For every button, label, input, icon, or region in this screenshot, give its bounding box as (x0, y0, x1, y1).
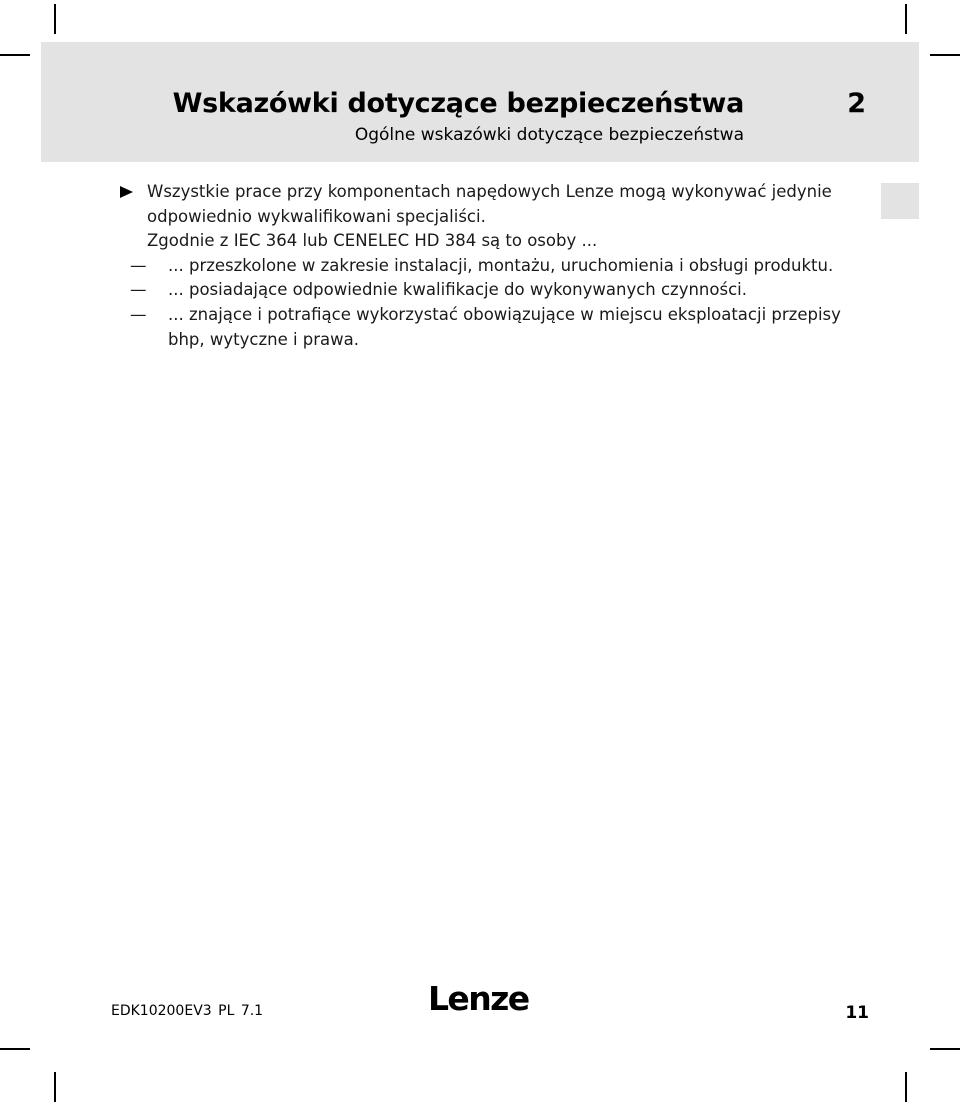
list-item-text: ... przeszkolone w zakresie instalacji, montażu, uruchomienia i obsługi produktu. (168, 255, 834, 275)
list-item (120, 254, 880, 279)
chapter-number: 2 (847, 88, 866, 119)
intro-line: Wszystkie prace przy komponentach napędowych Lenze mogą wykonywać jedynie (147, 182, 832, 201)
document-id: EDK10200EV3 PL 7.1 (111, 1003, 264, 1019)
list-item (120, 303, 880, 352)
crop-mark-bottom-left-vertical (54, 1072, 56, 1102)
intro-line: odpowiednio wykwalifikowani specjaliści. (147, 206, 486, 226)
intro-line: Zgodnie z IEC 364 lub CENELEC HD 384 są to osoby ... (147, 231, 598, 251)
crop-mark-bottom-right-vertical (905, 1072, 907, 1102)
list-item-text: ... znające i potrafiące wykorzystać obowiązujące w miejscu eksploatacji przepisy bhp, wytyczne i prawa. (168, 304, 841, 349)
crop-mark-top-left-vertical (54, 4, 56, 34)
crop-mark-top-right-horizontal (930, 54, 960, 56)
chapter-side-tab (881, 183, 919, 219)
chapter-title: Wskazówki dotyczące bezpieczeństwa (172, 88, 744, 119)
crop-mark-top-left-horizontal (0, 54, 30, 56)
list-item-text: ... posiadające odpowiednie kwalifikacje do wykonywanych czynności. (168, 280, 747, 300)
bullet-arrow-icon (120, 186, 133, 198)
header-band (41, 42, 919, 162)
qualification-list (120, 254, 880, 352)
crop-mark-bottom-left-horizontal (0, 1048, 30, 1050)
dash-icon: — (130, 304, 147, 324)
crop-mark-bottom-right-horizontal (930, 1048, 960, 1050)
lenze-logo: Lenze (428, 979, 529, 1018)
crop-mark-top-right-vertical (905, 4, 907, 34)
page-number: 11 (845, 1003, 869, 1023)
dash-icon: — (130, 280, 147, 300)
dash-icon: — (130, 255, 147, 275)
intro-paragraph (120, 180, 880, 254)
list-item (120, 278, 880, 303)
safety-instructions-body (120, 180, 880, 352)
section-title: Ogólne wskazówki dotyczące bezpieczeństwa (354, 125, 744, 145)
